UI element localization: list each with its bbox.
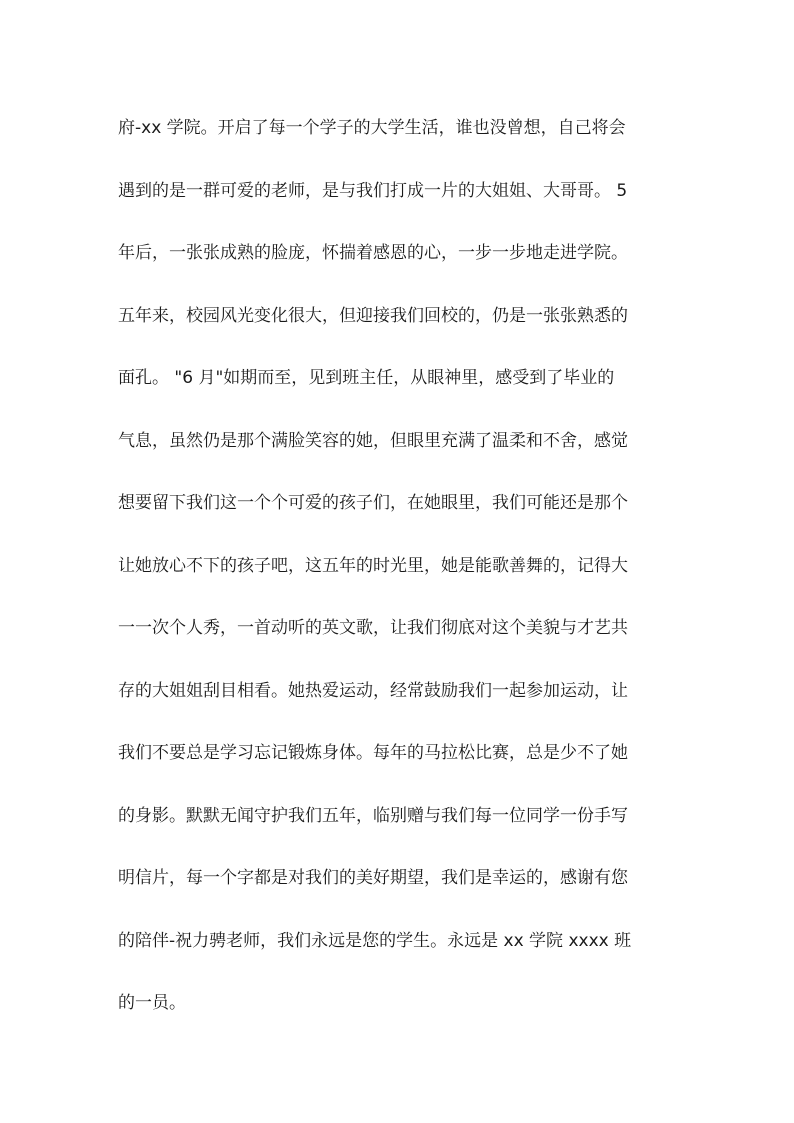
text-line-5: 面孔。 "6 月"如期而至，见到班主任，从眼神里，感受到了毕业的 — [118, 368, 615, 388]
text-line-4: 五年来，校园风光变化很大，但迎接我们回校的，仍是一张张熟悉的 — [118, 305, 628, 326]
text-line-15: 的一员。 — [118, 993, 186, 1013]
text-line-7: 想要留下我们这一个个可爱的孩子们，在她眼里，我们可能还是那个 — [118, 493, 628, 513]
text-line-12: 的身影。默默无闻守护我们五年，临别赠与我们每一位同学一份手写 — [118, 805, 628, 826]
text-line-13: 明信片，每一个字都是对我们的美好期望，我们是幸运的，感谢有您 — [118, 868, 628, 888]
text-line-6: 气息，虽然仍是那个满脸笑容的她，但眼里充满了温柔和不舍，感觉 — [118, 430, 628, 451]
body-paragraph — [118, 112, 684, 1050]
text-line-9: 一一次个人秀，一首动听的英文歌，让我们彻底对这个美貌与才艺共 — [118, 618, 628, 638]
text-line-1: 府-xx 学院。开启了每一个学子的大学生活，谁也没曾想，自己将会 — [118, 118, 626, 138]
text-line-14: 的陪伴-祝力骋老师，我们永远是您的学生。永远是 xx 学院 xxxx 班 — [118, 930, 632, 951]
text-line-2: 遇到的是一群可爱的老师，是与我们打成一片的大姐姐、大哥哥。 5 — [118, 180, 628, 201]
text-line-11: 我们不要总是学习忘记锻炼身体。每年的马拉松比赛，总是少不了她 — [118, 743, 628, 763]
text-line-10: 存的大姐姐刮目相看。她热爱运动，经常鼓励我们一起参加运动，让 — [118, 680, 628, 701]
text-line-3: 年后，一张张成熟的脸庞，怀揣着感恩的心，一步一步地走进学院。 — [118, 243, 628, 263]
text-line-8: 让她放心不下的孩子吧，这五年的时光里，她是能歌善舞的，记得大 — [118, 555, 628, 576]
